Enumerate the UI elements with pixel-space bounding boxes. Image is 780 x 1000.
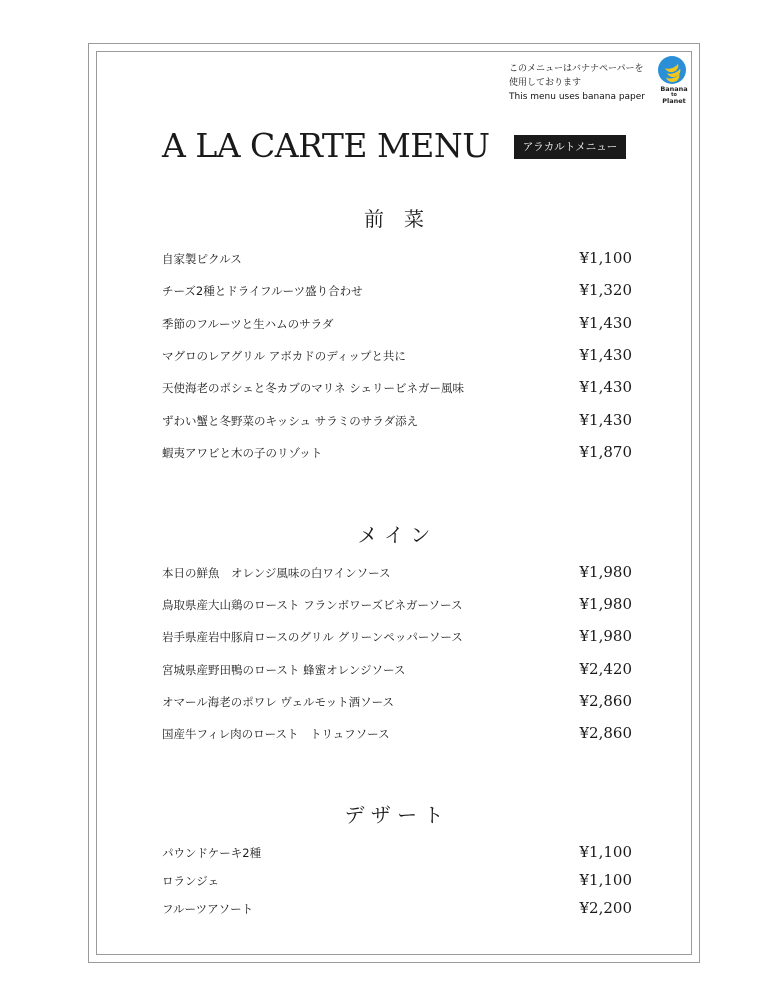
item-price: ¥1,430 bbox=[579, 378, 632, 396]
menu-item bbox=[162, 283, 632, 303]
item-name: 自家製ピクルス bbox=[162, 252, 242, 266]
item-price: ¥2,200 bbox=[579, 899, 632, 917]
item-price: ¥1,320 bbox=[579, 281, 632, 299]
item-name: 天使海老のポシェと冬カブのマリネ シェリービネガー風味 bbox=[162, 381, 464, 395]
item-name: 蝦夷アワビと木の子のリゾット bbox=[162, 446, 323, 460]
item-price: ¥1,100 bbox=[579, 871, 632, 889]
banana-to-planet-logo bbox=[654, 56, 694, 112]
menu-item bbox=[162, 565, 632, 585]
notice-line-1: このメニューはバナナペーパーを bbox=[509, 64, 644, 74]
item-price: ¥1,430 bbox=[579, 314, 632, 332]
menu-item bbox=[162, 251, 632, 271]
menu-item bbox=[162, 413, 632, 433]
menu-item bbox=[162, 873, 632, 893]
menu-item bbox=[162, 597, 632, 617]
menu-item bbox=[162, 629, 632, 649]
item-name: パウンドケーキ2種 bbox=[162, 846, 262, 860]
item-price: ¥1,980 bbox=[579, 595, 632, 613]
logo-text-line-2: to bbox=[671, 92, 677, 98]
item-price: ¥1,980 bbox=[579, 563, 632, 581]
item-price: ¥1,430 bbox=[579, 411, 632, 429]
menu-item bbox=[162, 726, 632, 746]
section-title-desserts: デ ザ ー ト bbox=[344, 803, 444, 827]
item-price: ¥1,980 bbox=[579, 627, 632, 645]
menu-title: A LA CARTE MENU bbox=[162, 126, 490, 165]
item-name: 岩手県産岩中豚肩ロースのグリル グリーンペッパーソース bbox=[162, 630, 463, 644]
menu-item bbox=[162, 316, 632, 336]
menu-item bbox=[162, 901, 632, 921]
item-price: ¥2,420 bbox=[579, 660, 632, 678]
item-price: ¥1,100 bbox=[579, 249, 632, 267]
logo-text-line-3: Planet bbox=[662, 97, 686, 105]
menu-item bbox=[162, 445, 632, 465]
menu-title-badge: アラカルトメニュー bbox=[514, 135, 626, 159]
item-name: 本日の鮮魚 オレンジ風味の白ワインソース bbox=[162, 566, 391, 580]
menu-item bbox=[162, 380, 632, 400]
logo-text bbox=[654, 86, 694, 105]
item-name: 鳥取県産大山鶏のロースト フランボワーズビネガーソース bbox=[162, 598, 463, 612]
item-name: 国産牛フィレ肉のロースト トリュフソース bbox=[162, 727, 390, 741]
section-title-mains: メ イ ン bbox=[357, 523, 431, 547]
item-name: 季節のフルーツと生ハムのサラダ bbox=[162, 317, 334, 331]
menu-item bbox=[162, 348, 632, 368]
item-price: ¥1,870 bbox=[579, 443, 632, 461]
item-price: ¥2,860 bbox=[579, 692, 632, 710]
menu-item bbox=[162, 845, 632, 865]
item-price: ¥2,860 bbox=[579, 724, 632, 742]
menu-item bbox=[162, 662, 632, 682]
banana-paper-notice bbox=[509, 62, 645, 104]
item-name: ずわい蟹と冬野菜のキッシュ サラミのサラダ添え bbox=[162, 414, 419, 428]
banana-icon bbox=[658, 56, 686, 84]
item-name: マグロのレアグリル アボカドのディップと共に bbox=[162, 349, 406, 363]
item-name: チーズ2種とドライフルーツ盛り合わせ bbox=[162, 284, 363, 298]
logo-text-line-1: Banana bbox=[660, 85, 688, 93]
item-name: 宮城県産野田鴨のロースト 蜂蜜オレンジソース bbox=[162, 663, 406, 677]
notice-line-3: This menu uses banana paper bbox=[509, 92, 646, 102]
item-name: フルーツアソート bbox=[162, 902, 254, 916]
item-price: ¥1,430 bbox=[579, 346, 632, 364]
section-title-appetizers: 前 菜 bbox=[364, 207, 424, 231]
item-name: ロランジェ bbox=[162, 874, 219, 888]
menu-item bbox=[162, 694, 632, 714]
item-name: オマール海老のポワレ ヴェルモット酒ソース bbox=[162, 695, 395, 709]
notice-line-2: 使用しております bbox=[509, 78, 582, 88]
item-price: ¥1,100 bbox=[579, 843, 632, 861]
